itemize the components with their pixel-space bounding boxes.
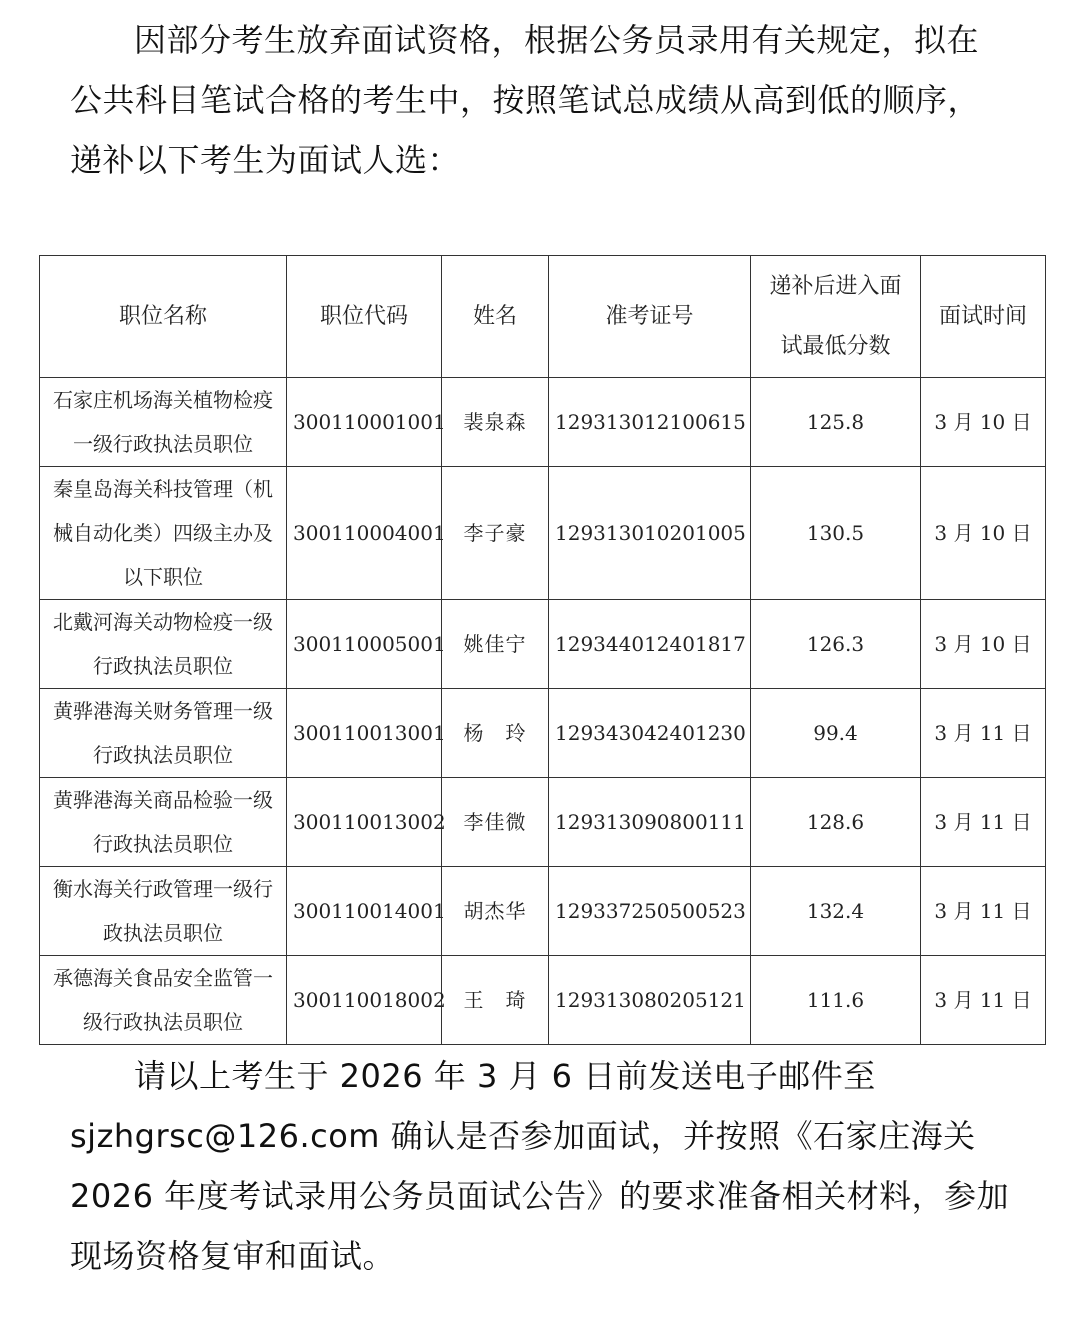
- table-row: [40, 467, 1046, 600]
- interview-date-cell: 3 月 10 日: [921, 378, 1046, 467]
- min-score-cell: 125.8: [751, 378, 921, 467]
- interview-date-cell: 3 月 10 日: [921, 467, 1046, 600]
- position-name-cell: 秦皇岛海关科技管理（机械自动化类）四级主办及以下职位: [40, 467, 287, 600]
- table-row: [40, 778, 1046, 867]
- table-header-row: [40, 256, 1046, 378]
- header-min-score: 递补后进入面试最低分数: [751, 256, 921, 378]
- min-score-cell: 130.5: [751, 467, 921, 600]
- position-code-cell: 300110018002: [287, 956, 442, 1045]
- header-interview-date: 面试时间: [921, 256, 1046, 378]
- min-score-cell: 128.6: [751, 778, 921, 867]
- position-code-cell: 300110005001: [287, 600, 442, 689]
- closing-paragraph: 请以上考生于 2026 年 3 月 6 日前发送电子邮件至 sjzhgrsc@126.com 确认是否参加面试，并按照《石家庄海关 2026 年度考试录用公务员面试公告》的要求准备相关材料，参加现场资格复审和面试。: [70, 1057, 1010, 1275]
- position-name-cell: 黄骅港海关财务管理一级行政执法员职位: [40, 689, 287, 778]
- interview-date-cell: 3 月 11 日: [921, 778, 1046, 867]
- min-score-cell: 99.4: [751, 689, 921, 778]
- exam-number-cell: 129343042401230: [549, 689, 751, 778]
- position-name-cell: 衡水海关行政管理一级行政执法员职位: [40, 867, 287, 956]
- position-code-cell: 300110001001: [287, 378, 442, 467]
- exam-number-cell: 129313010201005: [549, 467, 751, 600]
- table-row: [40, 956, 1046, 1045]
- min-score-cell: 111.6: [751, 956, 921, 1045]
- table-row: [40, 689, 1046, 778]
- supplementary-candidates-table: [39, 255, 1046, 1045]
- exam-number-cell: 129337250500523: [549, 867, 751, 956]
- header-name: 姓名: [442, 256, 549, 378]
- table-row: [40, 867, 1046, 956]
- header-position-name: 职位名称: [40, 256, 287, 378]
- table-row: [40, 378, 1046, 467]
- interview-date-cell: 3 月 10 日: [921, 600, 1046, 689]
- exam-number-cell: 129313090800111: [549, 778, 751, 867]
- candidate-name-cell: 胡杰华: [442, 867, 549, 956]
- candidate-name-cell: 李佳微: [442, 778, 549, 867]
- candidate-name-cell: 王 琦: [442, 956, 549, 1045]
- interview-date-cell: 3 月 11 日: [921, 689, 1046, 778]
- position-code-cell: 300110013002: [287, 778, 442, 867]
- exam-number-cell: 129313080205121: [549, 956, 751, 1045]
- candidate-name-cell: 杨 玲: [442, 689, 549, 778]
- min-score-cell: 126.3: [751, 600, 921, 689]
- candidate-name-cell: 裴泉森: [442, 378, 549, 467]
- header-exam-number: 准考证号: [549, 256, 751, 378]
- exam-number-cell: 129313012100615: [549, 378, 751, 467]
- exam-number-cell: 129344012401817: [549, 600, 751, 689]
- position-name-cell: 黄骅港海关商品检验一级行政执法员职位: [40, 778, 287, 867]
- header-position-code: 职位代码: [287, 256, 442, 378]
- position-code-cell: 300110004001: [287, 467, 442, 600]
- position-name-cell: 石家庄机场海关植物检疫一级行政执法员职位: [40, 378, 287, 467]
- position-code-cell: 300110014001: [287, 867, 442, 956]
- intro-paragraph: 因部分考生放弃面试资格，根据公务员录用有关规定，拟在公共科目笔试合格的考生中，按照笔试总成绩从高到低的顺序，递补以下考生为面试人选：: [70, 21, 981, 179]
- candidate-name-cell: 姚佳宁: [442, 600, 549, 689]
- min-score-cell: 132.4: [751, 867, 921, 956]
- table-row: [40, 600, 1046, 689]
- position-name-cell: 承德海关食品安全监管一级行政执法员职位: [40, 956, 287, 1045]
- position-code-cell: 300110013001: [287, 689, 442, 778]
- interview-date-cell: 3 月 11 日: [921, 867, 1046, 956]
- position-name-cell: 北戴河海关动物检疫一级行政执法员职位: [40, 600, 287, 689]
- interview-date-cell: 3 月 11 日: [921, 956, 1046, 1045]
- candidate-name-cell: 李子豪: [442, 467, 549, 600]
